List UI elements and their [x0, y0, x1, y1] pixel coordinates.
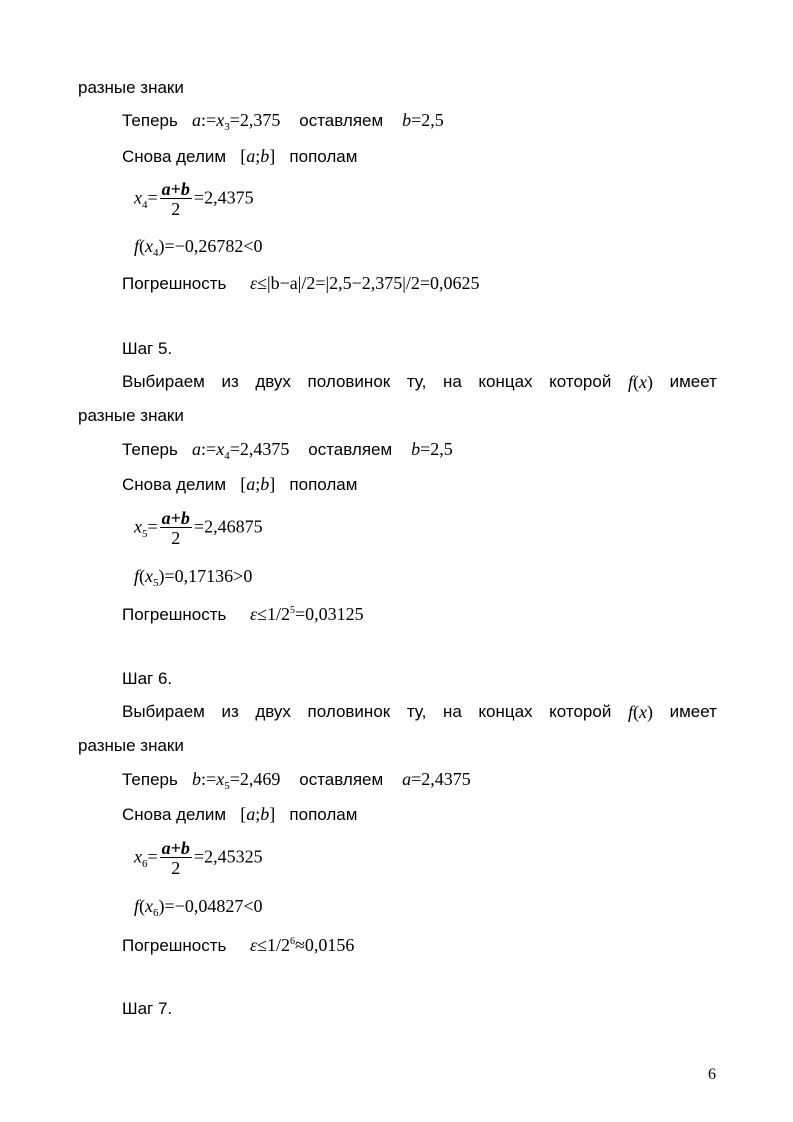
paragraph-line: Выбираем из двух половинок ту, на концах которой f(x) имеет	[122, 372, 717, 392]
error-line: Погрешность $\varepsilon\le 1/2^6\approx 0,0156$	[122, 935, 355, 955]
formula-keep: b=2,5	[411, 439, 453, 459]
step-title: Шаг 5.	[122, 339, 173, 358]
text-line: разные знаки	[78, 736, 184, 755]
formula-assign: $b:=x_5=2,469$	[192, 769, 281, 792]
formula-assign: $a:=x_3=2,375$	[192, 110, 281, 133]
step-title: Шаг 7.	[122, 999, 173, 1018]
formula-midpoint: $x_4=$ $\frac{a+b}{2}$ =2,4375	[134, 179, 254, 219]
formula-interval: [a;b]	[240, 146, 276, 166]
formula-keep: b=2,5	[402, 110, 444, 130]
formula-fx: f(x)	[627, 372, 653, 392]
label-now: Теперь	[122, 111, 178, 130]
assignment-line: Теперь $a:=x_4=2,4375$ оставляем b=2,5	[122, 439, 453, 462]
split-line: Снова делим [a;b] пополам	[122, 804, 358, 824]
formula-fx: f(x)	[627, 702, 653, 722]
formula-midpoint: $x_6=$ $\frac{a+b}{2}$ =2,45325	[134, 838, 263, 878]
formula-midpoint: $x_5=$ $\frac{a+b}{2}$ =2,46875	[134, 508, 263, 548]
formula-interval: [a;b]	[240, 804, 276, 824]
step-title: Шаг 6.	[122, 669, 173, 688]
formula-error: $\varepsilon\le 1/2^6\approx 0,0156$	[250, 935, 355, 955]
formula-error: ε≤|b−a|/2=|2,5−2,375|/2=0,0625	[250, 273, 480, 293]
label-keep: оставляем	[299, 111, 384, 130]
assignment-line: Теперь $b:=x_5=2,469$ оставляем a=2,4375	[122, 769, 471, 792]
error-line: Погрешность ε≤|b−a|/2=|2,5−2,375|/2=0,0625	[122, 273, 480, 293]
formula-interval: [a;b]	[240, 474, 276, 494]
page-number: 6	[708, 1066, 716, 1083]
error-line: Погрешность $\varepsilon\le 1/2^5=0,03125$	[122, 604, 364, 624]
formula-function-value: $f(x_5)=0,17136>0$	[134, 566, 253, 589]
assignment-line	[122, 110, 444, 133]
split-line: Снова делим [a;b] пополам	[122, 146, 358, 166]
formula-function-value: $f(x_6)=-0,04827<0$	[134, 896, 263, 919]
split-line: Снова делим [a;b] пополам	[122, 474, 358, 494]
paragraph-line: Выбираем из двух половинок ту, на концах которой f(x) имеет	[122, 702, 717, 722]
formula-error: $\varepsilon\le 1/2^5=0,03125$	[250, 604, 364, 624]
text-line: разные знаки	[78, 406, 184, 425]
text-line: разные знаки	[78, 78, 184, 97]
formula-assign: $a:=x_4=2,4375$	[192, 439, 290, 462]
formula-keep: a=2,4375	[402, 769, 471, 789]
formula-function-value: $f(x_4)=-0,26782<0$	[134, 236, 263, 259]
